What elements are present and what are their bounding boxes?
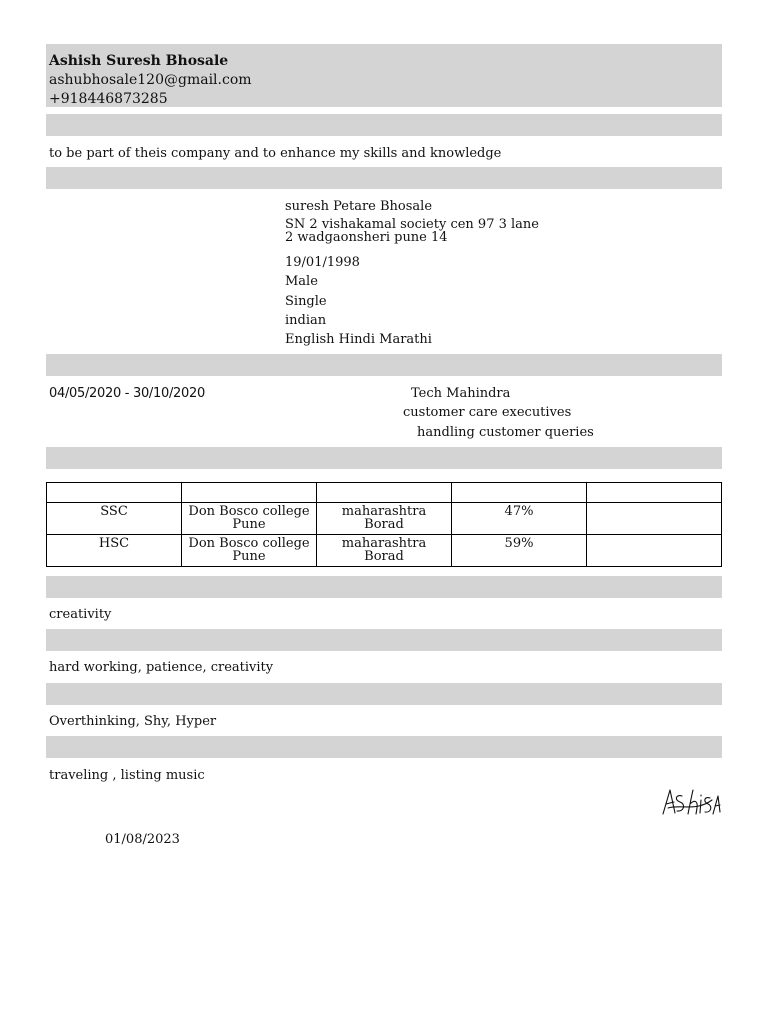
percentage-cell: 59% xyxy=(452,535,587,567)
header-cell xyxy=(452,483,587,503)
board-cell: maharashtra Borad xyxy=(317,535,452,567)
candidate-email: ashubhosale120@gmail.com xyxy=(49,72,252,88)
table-row xyxy=(47,503,722,535)
college-cell xyxy=(182,503,317,535)
section-band-weaknesses xyxy=(46,683,722,705)
header-cell xyxy=(182,483,317,503)
education-table-header-row xyxy=(47,483,722,503)
section-band-hobbies xyxy=(46,736,722,758)
signature-date: 01/08/2023 xyxy=(105,832,180,847)
college-line-2: Pune xyxy=(232,517,266,532)
college-line-1: Don Bosco college xyxy=(188,504,310,519)
section-band-objective xyxy=(46,114,722,136)
hobbies-text: traveling , listing music xyxy=(49,768,205,783)
section-band-personal xyxy=(46,167,722,189)
skills-text: creativity xyxy=(49,607,112,622)
nationality: indian xyxy=(285,313,327,328)
header-cell xyxy=(47,483,182,503)
exam-cell: SSC xyxy=(47,503,182,535)
candidate-name: Ashish Suresh Bhosale xyxy=(49,53,229,69)
college-cell xyxy=(182,535,317,567)
education-table xyxy=(46,482,722,567)
experience-company: Tech Mahindra xyxy=(411,386,511,401)
experience-role: customer care executives xyxy=(403,405,572,420)
experience-period: 04/05/2020 - 30/10/2020 xyxy=(49,386,205,401)
college-line-1: Don Bosco college xyxy=(188,536,310,551)
candidate-phone: +918446873285 xyxy=(49,91,168,107)
table-row xyxy=(47,535,722,567)
languages-known: English Hindi Marathi xyxy=(285,332,432,347)
percentage-cell: 47% xyxy=(452,503,587,535)
date-of-birth: 19/01/1998 xyxy=(285,255,360,270)
section-band-education xyxy=(46,447,722,469)
board-cell: maharashtra Borad xyxy=(317,503,452,535)
exam-cell: HSC xyxy=(47,535,182,567)
header-cell xyxy=(317,483,452,503)
address-block xyxy=(285,218,539,244)
section-band-strengths xyxy=(46,629,722,651)
address-line-2: 2 wadgaonsheri pune 14 xyxy=(285,230,448,245)
experience-description: handling customer queries xyxy=(417,425,594,440)
objective-text: to be part of theis company and to enhance my skills and knowledge xyxy=(49,146,502,161)
college-line-2: Pune xyxy=(232,549,266,564)
signature-icon xyxy=(660,786,722,820)
extra-cell xyxy=(587,503,722,535)
address-line-1: SN 2 vishakamal society cen 97 3 lane xyxy=(285,217,539,232)
marital-status: Single xyxy=(285,294,327,309)
section-band-skills xyxy=(46,576,722,598)
extra-cell xyxy=(587,535,722,567)
weaknesses-text: Overthinking, Shy, Hyper xyxy=(49,714,217,729)
strengths-text: hard working, patience, creativity xyxy=(49,660,274,675)
gender: Male xyxy=(285,274,318,289)
header-cell xyxy=(587,483,722,503)
section-band-experience xyxy=(46,354,722,376)
father-name: suresh Petare Bhosale xyxy=(285,199,433,214)
